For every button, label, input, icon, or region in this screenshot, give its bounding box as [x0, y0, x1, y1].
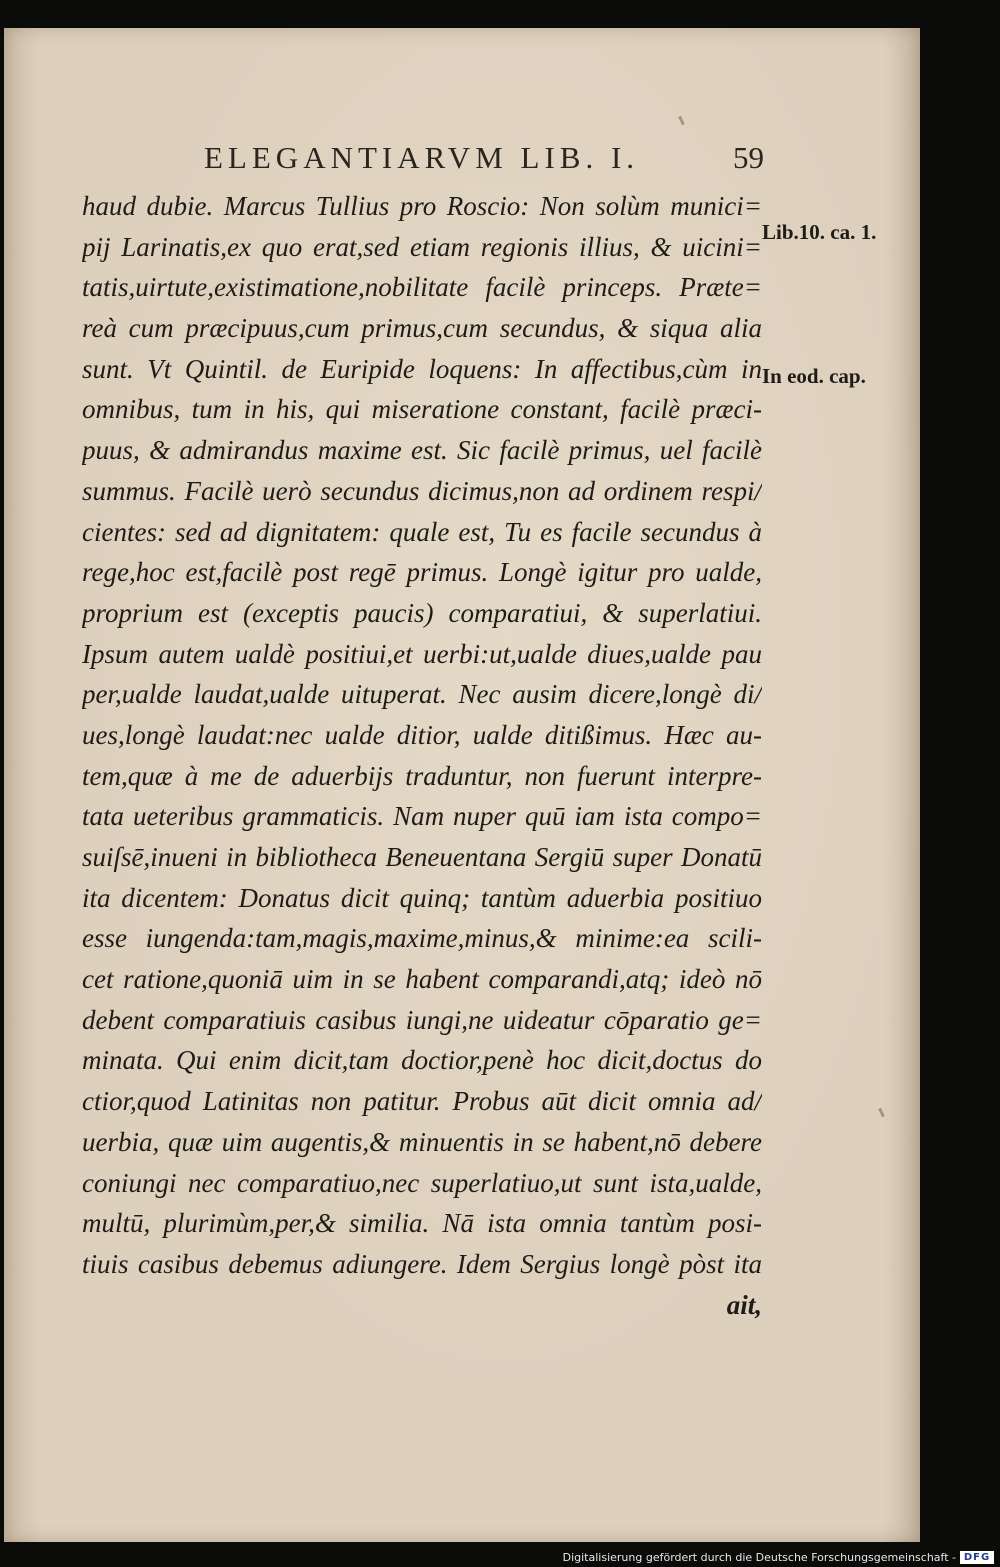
text-line-catchword: ait, [726, 1289, 762, 1320]
digitization-credit: Digitalisierung gefördert durch die Deutsche Forschungsgemeinschaft - [562, 1551, 956, 1564]
text-line: tiuis casibus debemus adiungere. Idem Sergius longè pòst ita [82, 1248, 762, 1279]
page-header [204, 140, 764, 180]
paper-speck [878, 1108, 885, 1117]
text-line: multū, plurimùm,per,& similia. Nā ista omnia tantùm posi- [82, 1208, 762, 1239]
text-line: reà cum præcipuus,cum primus,cum secundus, & siqua alia [82, 313, 762, 344]
text-line: sunt. Vt Quintil. de Euripide loquens: In affectibus,cùm in [82, 353, 762, 384]
paper-speck [678, 116, 685, 125]
text-line: cet ratione,quoniā uim in se habent comparandi,atq; ideò nō [82, 964, 762, 995]
text-line: rege,hoc est,facilè post regē primus. Longè igitur pro ualde, [82, 557, 762, 588]
running-title: ELEGANTIARVM LIB. I. [204, 140, 640, 175]
body-text [82, 186, 762, 1325]
text-line: minata. Qui enim dicit,tam doctior,penè hoc dicit,doctus do [82, 1045, 762, 1076]
page-number: 59 [733, 140, 764, 175]
text-line: puus, & admirandus maxime est. Sic facilè primus, uel facilè [82, 435, 762, 466]
marginal-note: In eod. cap. [762, 364, 866, 388]
text-line: ues,longè laudat:nec ualde ditior, ualde ditißimus. Hæc au- [82, 719, 762, 750]
text-line: debent comparatiuis casibus iungi,ne uideatur cōparatio ge= [82, 1004, 762, 1035]
text-line: tatis,uirtute,existimatione,nobilitate facilè princeps. Præte= [82, 272, 762, 303]
dfg-logo: DFG [960, 1551, 994, 1564]
text-line: Ipsum autem ualdè positiui,et uerbi:ut,ualde diues,ualde pau [82, 638, 762, 669]
text-line: ctior,quod Latinitas non patitur. Probus aūt dicit omnia ad/ [82, 1086, 762, 1117]
marginal-note: Lib.10. ca. 1. [762, 220, 877, 244]
text-line: cientes: sed ad dignitatem: quale est, Tu es facile secundus à [82, 516, 762, 547]
text-line: ita dicentem: Donatus dicit quinq; tantùm aduerbia positiuo [82, 882, 762, 913]
text-line: omnibus, tum in his, qui miseratione constant, facilè præci- [82, 394, 762, 425]
text-line: tata ueteribus grammaticis. Nam nuper quū iam ista compo= [82, 801, 762, 832]
text-line: haud dubie. Marcus Tullius pro Roscio: Non solùm munici= [82, 191, 762, 221]
text-line: summus. Facilè uerò secundus dicimus,non ad ordinem respi/ [82, 475, 762, 506]
book-page [4, 28, 920, 1542]
text-line: suiſsē,inueni in bibliotheca Beneuentana Sergiū super Donatū [82, 842, 762, 872]
text-line: tem,quæ à me de aduerbijs traduntur, non fuerunt interpre- [82, 760, 762, 791]
text-line: esse iungenda:tam,magis,maxime,minus,& minime:ea scili- [82, 923, 762, 954]
text-line: coniungi nec comparatiuo,nec superlatiuo,ut sunt ista,ualde, [82, 1167, 762, 1198]
text-line: proprium est (exceptis paucis) comparatiui, & superlatiui. [82, 597, 762, 628]
text-line: pij Larinatis,ex quo erat,sed etiam regionis illius, & uicini= [82, 231, 762, 262]
text-line: uerbia, quæ uim augentis,& minuentis in se habent,nō debere [82, 1126, 762, 1157]
text-line: per,ualde laudat,ualde uituperat. Nec ausim dicere,longè di/ [82, 679, 762, 710]
